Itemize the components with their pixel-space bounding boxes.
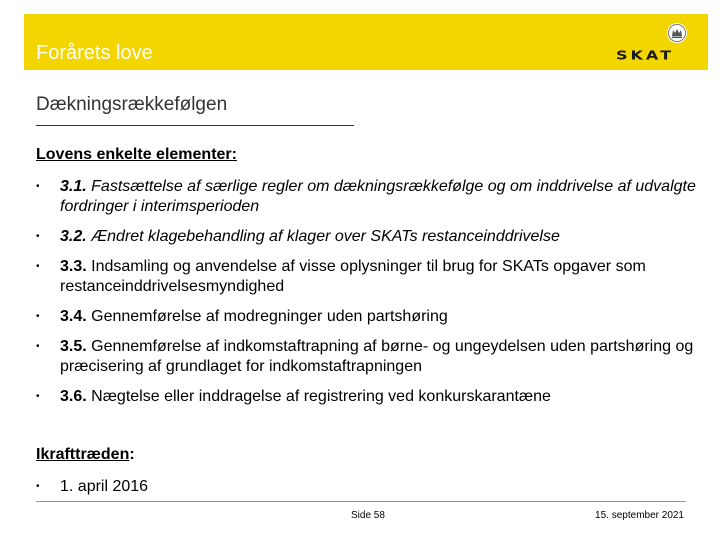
item-number: 3.5. [60, 338, 87, 355]
item-number: 3.3. [60, 258, 87, 275]
crown-icon [666, 22, 688, 44]
item-text: Nægtelse eller inddragelse af registrering ved konkurskarantæne [91, 388, 551, 405]
effective-date: 1. april 2016 [60, 478, 149, 495]
list-item [36, 257, 696, 297]
item-number: 3.2. [60, 228, 87, 245]
effective-heading-colon: : [129, 446, 135, 463]
list-item [36, 337, 696, 377]
item-number: 3.4. [60, 308, 87, 325]
presentation-title: Forårets love [36, 42, 153, 64]
bullet-icon: • [36, 261, 40, 272]
effective-list [36, 477, 696, 507]
item-number: 3.1. [60, 178, 87, 195]
list-item [36, 177, 696, 217]
list-item [36, 477, 696, 497]
list-item [36, 307, 696, 327]
skat-logo [616, 22, 686, 66]
bullet-icon: • [36, 341, 40, 352]
page-number: Side 58 [351, 510, 385, 521]
bullet-icon: • [36, 481, 40, 492]
item-text: Indsamling og anvendelse af visse oplysninger til brug for SKATs opgaver som restanceinddrivelsesmyndighed [60, 258, 646, 295]
effective-heading [36, 446, 135, 464]
bullet-icon: • [36, 231, 40, 242]
effective-heading-text: Ikrafttræden [36, 446, 130, 463]
bullet-icon: • [36, 181, 40, 192]
bullet-icon: • [36, 311, 40, 322]
item-text: Gennemførelse af modregninger uden partshøring [91, 308, 448, 325]
subtitle-divider [36, 125, 354, 126]
list-item [36, 387, 696, 407]
list-item [36, 227, 696, 247]
elements-heading: Lovens enkelte elementer: [36, 146, 237, 163]
slide-subtitle: Dækningsrækkefølgen [36, 94, 228, 115]
elements-list [36, 177, 696, 417]
item-text: Gennemførelse af indkomstaftrapning af børne- og ungeydelsen uden partshøring og præcisering af grundlaget for indkomstaftrapningen [60, 338, 694, 375]
bullet-icon: • [36, 391, 40, 402]
header-banner [24, 14, 708, 70]
logo-text: SKAT [616, 48, 674, 63]
item-text: Fastsættelse af særlige regler om dækningsrækkefølge og om inddrivelse af udvalgte fordringer i interimsperioden [60, 178, 696, 215]
item-number: 3.6. [60, 388, 87, 405]
item-text: Ændret klagebehandling af klager over SKATs restanceinddrivelse [91, 228, 560, 245]
footer-date: 15. september 2021 [595, 510, 684, 521]
footer-divider [36, 501, 686, 502]
